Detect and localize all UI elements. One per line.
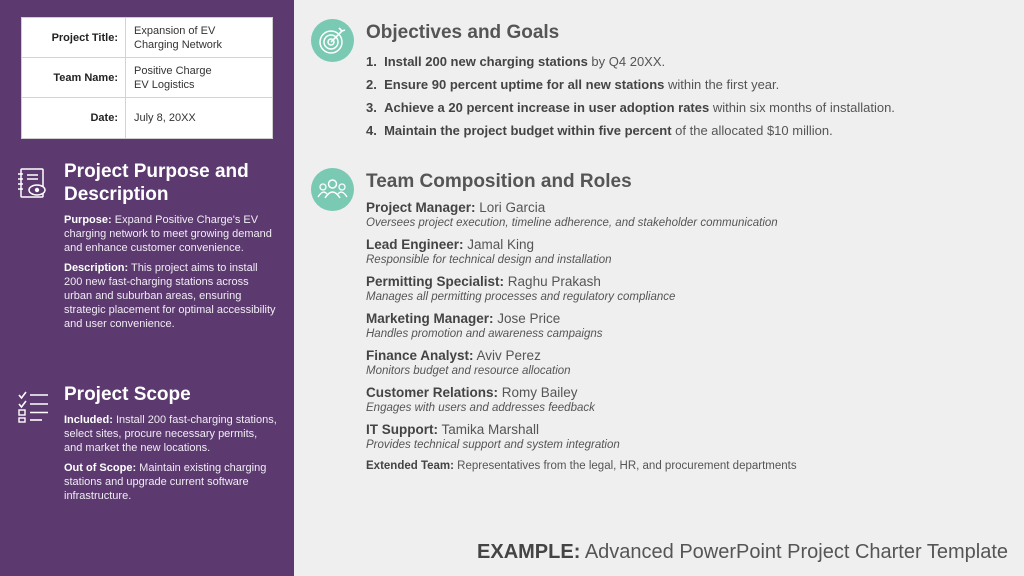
team-member	[366, 310, 1006, 342]
objectives-heading: Objectives and Goals	[366, 22, 560, 43]
info-value: Expansion of EV Charging Network	[134, 24, 223, 51]
document-eye-icon	[16, 166, 50, 200]
member-line	[366, 199, 1006, 216]
member-desc: Responsible for technical design and installation	[366, 254, 612, 266]
included-paragraph	[64, 413, 278, 455]
goal-rest: of the allocated $10 million.	[671, 123, 833, 138]
para-text: Expand Positive Charge's EV charging network to meet growing demand and enhance customer convenience.	[64, 214, 272, 254]
info-row-title	[22, 18, 272, 58]
purpose-paragraph	[64, 213, 278, 255]
member-role: Customer Relations:	[366, 385, 499, 400]
member-line	[366, 384, 1006, 401]
goal-item	[366, 73, 1006, 96]
team-list	[366, 199, 1006, 474]
para-text: Install 200 fast-charging stations, select sites, procure necessary permits, and market the new locations.	[64, 414, 277, 454]
team-member	[366, 384, 1006, 416]
goal-bold: Ensure 90 percent uptime for all new stations	[384, 77, 665, 92]
member-desc: Oversees project execution, timeline adherence, and stakeholder communication	[366, 217, 778, 229]
info-label: Team Name:	[22, 58, 126, 97]
out-of-scope-paragraph	[64, 461, 278, 503]
goal-rest: within six months of installation.	[709, 100, 895, 115]
team-member	[366, 347, 1006, 379]
goal-bold: Achieve a 20 percent increase in user adoption rates	[384, 100, 710, 115]
extended-text: Representatives from the legal, HR, and procurement departments	[453, 460, 797, 472]
member-line	[366, 421, 1006, 438]
info-value: Positive Charge EV Logistics	[134, 64, 212, 91]
goal-item	[366, 50, 1006, 73]
member-name: Jamal King	[463, 237, 535, 252]
info-label: Project Title:	[22, 18, 126, 57]
member-line	[366, 273, 1006, 290]
para-label: Out of Scope:	[64, 462, 137, 474]
member-desc: Provides technical support and system integration	[366, 439, 620, 451]
member-name: Aviv Perez	[473, 348, 541, 363]
target-icon	[311, 19, 354, 62]
footer-label: EXAMPLE:	[477, 541, 581, 563]
purpose-heading: Project Purpose and Description	[64, 161, 249, 205]
member-name: Raghu Prakash	[504, 274, 601, 289]
description-paragraph	[64, 261, 278, 331]
member-desc: Handles promotion and awareness campaigns	[366, 328, 603, 340]
goal-item	[366, 119, 1006, 142]
member-desc: Manages all permitting processes and regulatory compliance	[366, 291, 676, 303]
goal-bold: Install 200 new charging stations	[384, 54, 588, 69]
team-member	[366, 273, 1006, 305]
footer-text: Advanced PowerPoint Project Charter Template	[580, 541, 1008, 563]
objectives-list	[366, 50, 1006, 142]
para-label: Description:	[64, 262, 129, 274]
member-role: Lead Engineer:	[366, 237, 464, 252]
member-name: Tamika Marshall	[437, 422, 540, 437]
member-desc: Engages with users and addresses feedback	[366, 402, 595, 414]
member-role: Finance Analyst:	[366, 348, 474, 363]
goal-number: 2.	[366, 77, 377, 92]
member-role: IT Support:	[366, 422, 438, 437]
member-role: Project Manager:	[366, 200, 476, 215]
member-desc: Monitors budget and resource allocation	[366, 365, 571, 377]
info-label: Date:	[22, 98, 126, 138]
member-line	[366, 236, 1006, 253]
para-label: Purpose:	[64, 214, 112, 226]
goal-number: 3.	[366, 100, 377, 115]
info-row-team	[22, 58, 272, 98]
purpose-body	[64, 160, 278, 337]
member-line	[366, 347, 1006, 364]
checklist-icon	[16, 389, 50, 423]
team-heading: Team Composition and Roles	[366, 171, 632, 192]
member-name: Romy Bailey	[498, 385, 578, 400]
team-member	[366, 199, 1006, 231]
info-row-date	[22, 98, 272, 138]
team-member	[366, 236, 1006, 268]
goal-number: 1.	[366, 54, 377, 69]
extended-team	[366, 459, 1006, 474]
member-role: Marketing Manager:	[366, 311, 494, 326]
scope-body	[64, 383, 278, 509]
member-line	[366, 310, 1006, 327]
para-label: Included:	[64, 414, 113, 426]
team-member	[366, 421, 1006, 453]
para-text: Maintain existing charging stations and upgrade current software infrastructure.	[64, 462, 267, 502]
member-name: Jose Price	[493, 311, 561, 326]
goal-number: 4.	[366, 123, 377, 138]
extended-label: Extended Team:	[366, 460, 454, 472]
goal-bold: Maintain the project budget within five percent	[384, 123, 672, 138]
project-info-table	[21, 17, 273, 139]
member-role: Permitting Specialist:	[366, 274, 505, 289]
para-text: This project aims to install 200 new fast-charging stations across urban and suburban areas, ensuring strategic placement for optimal accessibility and user convenience.	[64, 262, 276, 330]
goal-rest: by Q4 20XX.	[587, 54, 666, 69]
info-value: July 8, 20XX	[134, 112, 196, 124]
team-icon	[311, 168, 354, 211]
goal-item	[366, 96, 1006, 119]
goal-rest: within the first year.	[664, 77, 780, 92]
sidebar	[0, 0, 294, 576]
footer-caption	[477, 541, 1008, 564]
scope-heading: Project Scope	[64, 384, 191, 405]
member-name: Lori Garcia	[475, 200, 546, 215]
